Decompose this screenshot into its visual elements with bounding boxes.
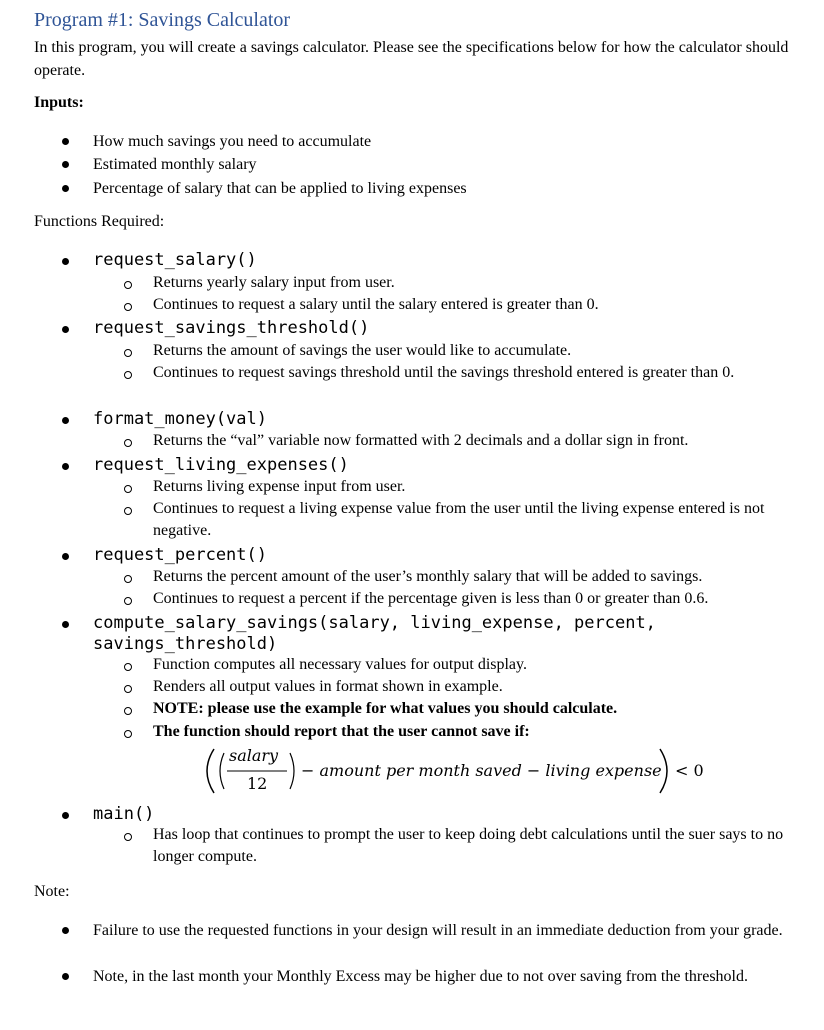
function-detail-text: Continues to request savings threshold until the savings threshold entered is greater than 0. xyxy=(153,364,735,381)
bullet-icon xyxy=(62,326,69,333)
note-heading: Note: xyxy=(34,883,70,900)
function-detail-text: Returns the percent amount of the user’s monthly salary that will be added to savings. xyxy=(153,568,703,585)
function-detail-text: Continues to request a salary until the salary entered is greater than 0. xyxy=(153,296,599,313)
intro-paragraph: In this program, you will create a savings calculator. Please see the specifications below for how the calculator should operate. xyxy=(34,39,789,79)
bullet-icon xyxy=(62,185,69,192)
function-name: request_salary() xyxy=(93,250,257,270)
function-detail-text: The function should report that the user cannot save if: xyxy=(153,723,530,740)
circle-bullet-icon xyxy=(124,730,132,738)
circle-bullet-icon xyxy=(124,663,132,671)
function-detail-text: Returns living expense input from user. xyxy=(153,478,406,495)
function-name: request_living_expenses() xyxy=(93,455,349,475)
bullet-icon xyxy=(62,553,69,560)
bullet-icon xyxy=(62,621,69,628)
function-detail-text: Continues to request a percent if the percentage given is less than 0 or greater than 0.6. xyxy=(153,590,709,607)
note-item-text: Note, in the last month your Monthly Excess may be higher due to not over saving from the threshold. xyxy=(93,968,748,985)
function-detail-text: Returns the amount of savings the user would like to accumulate. xyxy=(153,342,572,359)
bullet-icon xyxy=(62,463,69,470)
formula-rest: − amount per month saved − living expense xyxy=(301,761,662,780)
function-name: savings_threshold) xyxy=(93,634,278,654)
function-name: format_money(val) xyxy=(93,409,267,429)
function-name: request_percent() xyxy=(93,545,267,565)
function-name: request_savings_threshold() xyxy=(93,318,370,338)
function-detail-text: Continues to request a living expense value from the user until the living expense entered is not negative. xyxy=(153,500,765,539)
bullet-icon xyxy=(62,258,69,265)
circle-bullet-icon xyxy=(124,833,132,841)
function-detail-text: Has loop that continues to prompt the user to keep doing debt calculations until the suer says to no longer compute. xyxy=(153,826,784,865)
function-detail-text: Function computes all necessary values for output display. xyxy=(153,656,527,673)
functions-heading: Functions Required: xyxy=(34,213,165,230)
formula-numerator: salary xyxy=(229,746,279,765)
page-title: Program #1: Savings Calculator xyxy=(34,9,291,31)
bullet-icon xyxy=(62,161,69,168)
function-name: main() xyxy=(93,804,155,824)
cannot-save-formula xyxy=(202,743,742,799)
function-detail-text: NOTE: please use the example for what values you should calculate. xyxy=(153,700,618,717)
function-detail-text: Returns the “val” variable now formatted with 2 decimals and a dollar sign in front. xyxy=(153,432,689,449)
function-name: compute_salary_savings(salary, living_expense, percent, xyxy=(93,613,656,633)
input-item-text: Estimated monthly salary xyxy=(93,156,257,173)
input-item-text: Percentage of salary that can be applied to living expenses xyxy=(93,180,467,197)
function-detail-text: Renders all output values in format shown in example. xyxy=(153,678,503,695)
circle-bullet-icon xyxy=(124,507,132,515)
circle-bullet-icon xyxy=(124,707,132,715)
circle-bullet-icon xyxy=(124,485,132,493)
formula-denominator: 12 xyxy=(247,774,268,793)
note-item-text: Failure to use the requested functions in your design will result in an immediate deduction from your grade. xyxy=(93,922,783,939)
circle-bullet-icon xyxy=(124,439,132,447)
inputs-heading: Inputs: xyxy=(34,94,84,111)
bullet-icon xyxy=(62,138,69,145)
circle-bullet-icon xyxy=(124,575,132,583)
circle-bullet-icon xyxy=(124,685,132,693)
bullet-icon xyxy=(62,927,69,934)
bullet-icon xyxy=(62,973,69,980)
formula-comparison: < 0 xyxy=(675,761,704,780)
function-detail-text: Returns yearly salary input from user. xyxy=(153,274,395,291)
input-item-text: How much savings you need to accumulate xyxy=(93,133,372,150)
circle-bullet-icon xyxy=(124,371,132,379)
bullet-icon xyxy=(62,812,69,819)
circle-bullet-icon xyxy=(124,303,132,311)
bullet-icon xyxy=(62,417,69,424)
circle-bullet-icon xyxy=(124,597,132,605)
circle-bullet-icon xyxy=(124,349,132,357)
circle-bullet-icon xyxy=(124,281,132,289)
